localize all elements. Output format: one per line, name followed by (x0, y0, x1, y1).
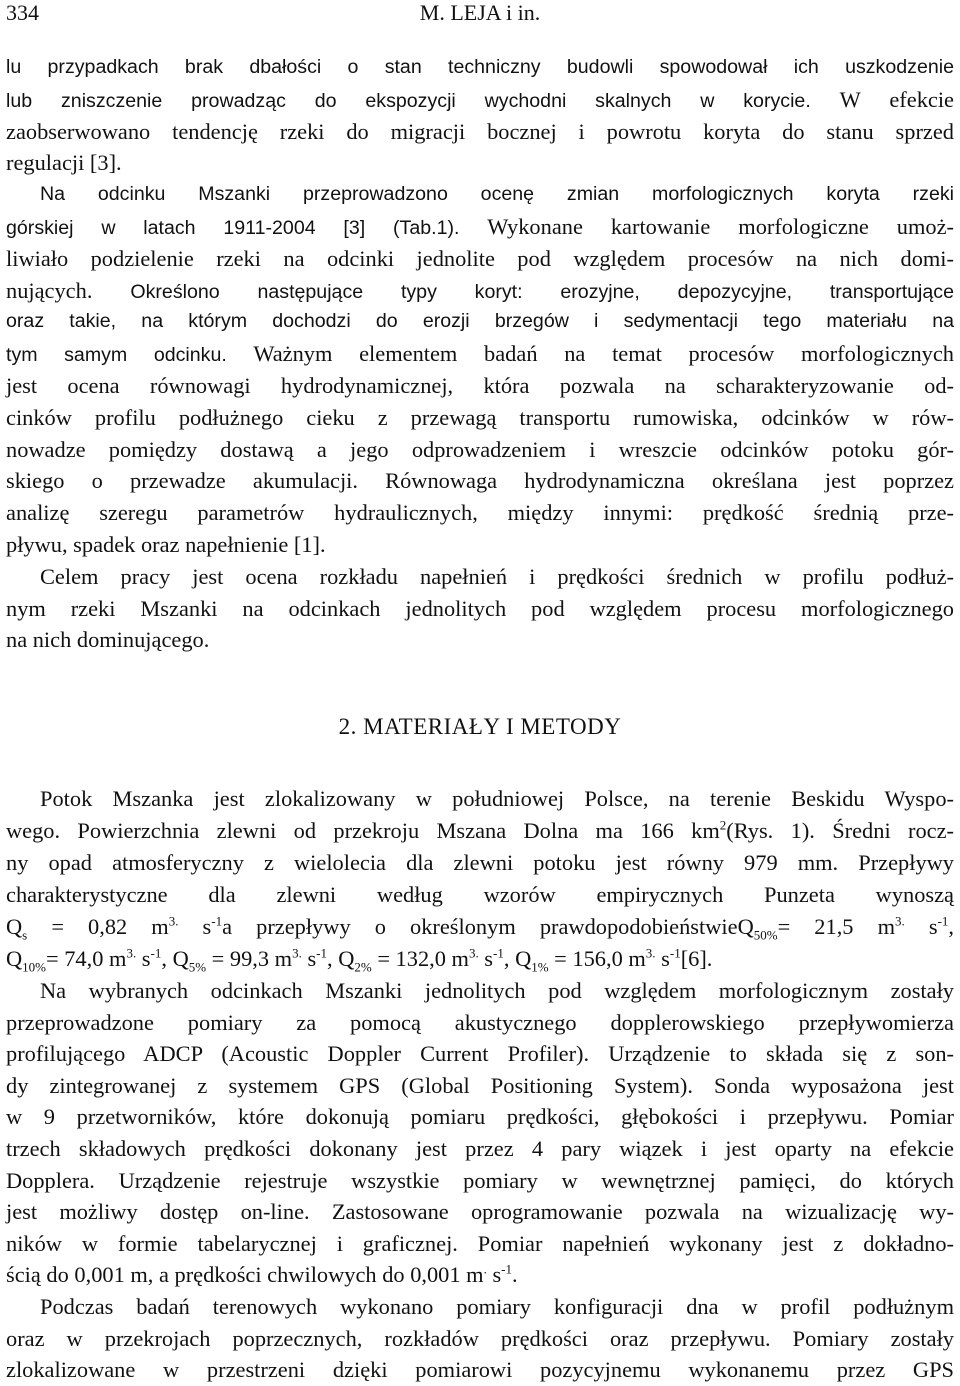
text-run: Wykonane kartowanie morfologiczne umoż- (487, 214, 954, 239)
text-line: jest możliwy dostęp on-line. Zastosowane oprogramowanie pozwala na wizualizację wy- (6, 1199, 954, 1225)
text-line: liwiało podzielenie rzeki na odcinki jednolite pod względem procesów na nich domi- (6, 245, 954, 271)
text-line: nowadze pomiędzy dostawą a jego odprowadzeniem i wreszcie odcinków potoku gór- (6, 436, 954, 462)
text-line: zaobserwowano tendencję rzeki do migracji bocznej i powrotu koryta do stanu sprzed (6, 118, 954, 144)
text-line (6, 84, 954, 116)
text-line: na nich dominującego. (6, 627, 210, 653)
document-page (6, 0, 954, 1385)
text-line: nym rzeki Mszanki na odcinkach jednolitych pod względem procesu morfologicznego (6, 595, 954, 621)
text-run: nujących. (6, 277, 131, 303)
text-line: lu przypadkach brak dbałości o stan techniczny budowli spowodował ich uszkodzenie (6, 56, 954, 78)
text-line: Podczas badań terenowych wykonano pomiary konfiguracji dna w profil podłużnym (40, 1294, 954, 1319)
text-line (6, 338, 954, 370)
text-line: skiego o przewadze akumulacji. Równowaga hydrodynamiczna określana jest poprzez (6, 468, 954, 494)
text-line: trzech składowych prędkości dokonany jest przez 4 pary wiązek i jest oparty na efekcie (6, 1136, 954, 1161)
text-run: lub zniszczenie prowadząc do ekspozycji wychodni skalnych w korycie. (6, 89, 840, 112)
discharge-line: $Q_{10\%}= 74,0$ $m^{3.}$ $s^{-1}$, $Q_{5\%} = 99,3$ $m^{3.}$ $s^{-1}$, $Q_{2\%} = 132,0$ $m^{3.}$ $s^{-1}$, $Q_{1\%} = 156,0$ $m^{3.}$ $s^{-1}[6]$. (6, 945, 713, 975)
text-line (6, 275, 954, 307)
text-line: dy zintegrowanej z systemem GPS (Global Positioning System). Sonda wyposażona jest (6, 1072, 954, 1098)
text-line: regulacji [3]. (6, 150, 122, 176)
text-line: Na wybranych odcinkach Mszanki jednolitych pod względem morfologicznym zostały (40, 978, 954, 1003)
text-run: górskiej w latach 1911-2004 [3] (Tab.1). (6, 217, 488, 239)
page-number: 334 (6, 0, 39, 25)
text-line (6, 211, 954, 243)
text-line: przeprowadzone pomiary za pomocą akustycznego dopplerowskiego przepływomierza (6, 1009, 954, 1035)
text-line: zlokalizowane w przestrzeni dzięki pomiarowi pozycyjnemu wykonanemu przez GPS (6, 1357, 954, 1383)
text-line: w 9 przetworników, które dokonują pomiaru prędkości, głębokości i przepływu. Pomiar (6, 1104, 954, 1130)
methods-line: ścią do 0,001 m, a prędkości chwilowych do 0,001 m. $s^{-1}$. (6, 1261, 518, 1287)
text-run: Ważnym elementem badań na temat procesów morfologicznych (253, 341, 954, 367)
text-line: analizę szeregu parametrów hydraulicznych, między innymi: prędkość średnią prze- (6, 500, 954, 526)
text-line: Dopplera. Urządzenie rejestruje wszystkie pomiary w wewnętrznej pamięci, do których (6, 1167, 954, 1193)
discharge-line: $Q_s = 0,82$ $m^{3.}$ $s^{-1}a$ przepływy o określonym prawdopodobieństwieQ$_{50\%}$= 21,5 $m^{3.}$ $s^{-1}$, (6, 913, 955, 943)
text-line: oraz w przekrojach poprzecznych, rozkładów prędkości oraz przepływu. Pomiary zostały (6, 1325, 954, 1351)
text-run: W efekcie (839, 86, 954, 112)
methods-line: ny opad atmosferyczny z wielolecia dla zlewni potoku jest równy 979 mm. Przepływy (6, 850, 954, 875)
section-heading: 2. MATERIAŁY I METODY (338, 714, 622, 739)
text-line: oraz takie, na którym dochodzi do erozji brzegów i sedymentacji tego materiału na (6, 310, 954, 333)
methods-line: Potok Mszanka jest zlokalizowany w południowej Polsce, na terenie Beskidu Wyspo- (40, 786, 954, 811)
text-line: jest ocena równowagi hydrodynamicznej, która pozwala na scharakteryzowanie od- (6, 373, 954, 398)
text-run: Określono następujące typy koryt: erozyjne, depozycyjne, transportujące (130, 280, 954, 303)
text-line: pływu, spadek oraz napełnienie [1]. (6, 532, 326, 557)
text-line: Na odcinku Mszanki przeprowadzono ocenę zmian morfologicznych koryta rzeki (40, 183, 954, 206)
text-line: ników w formie tabelarycznej i graficznej. Pomiar napełnień wykonany jest z dokładno- (6, 1230, 954, 1256)
text-line: Celem pracy jest ocena rozkładu napełnień i prędkości średnich w profilu podłuż- (40, 563, 954, 589)
text-line: profilującego ADCP (Acoustic Doppler Current Profiler). Urządzenie to składa się z son- (6, 1041, 954, 1067)
text-line: cinków profilu podłużnego cieku z przewagą transportu rumowiska, odcinków w rów- (6, 404, 954, 430)
page-header (6, 0, 954, 28)
running-title: M. LEJA i in. (419, 0, 541, 25)
text-run: tym samym odcinku. (6, 344, 254, 367)
methods-line: charakterystyczne dla zlewni według wzorów empirycznych Punzeta wynoszą (6, 882, 954, 907)
methods-line: wego. Powierzchnia zlewni od przekroju Mszana Dolna ma 166 $km^2(Rys$. 1). Średni rocz- (6, 817, 954, 843)
